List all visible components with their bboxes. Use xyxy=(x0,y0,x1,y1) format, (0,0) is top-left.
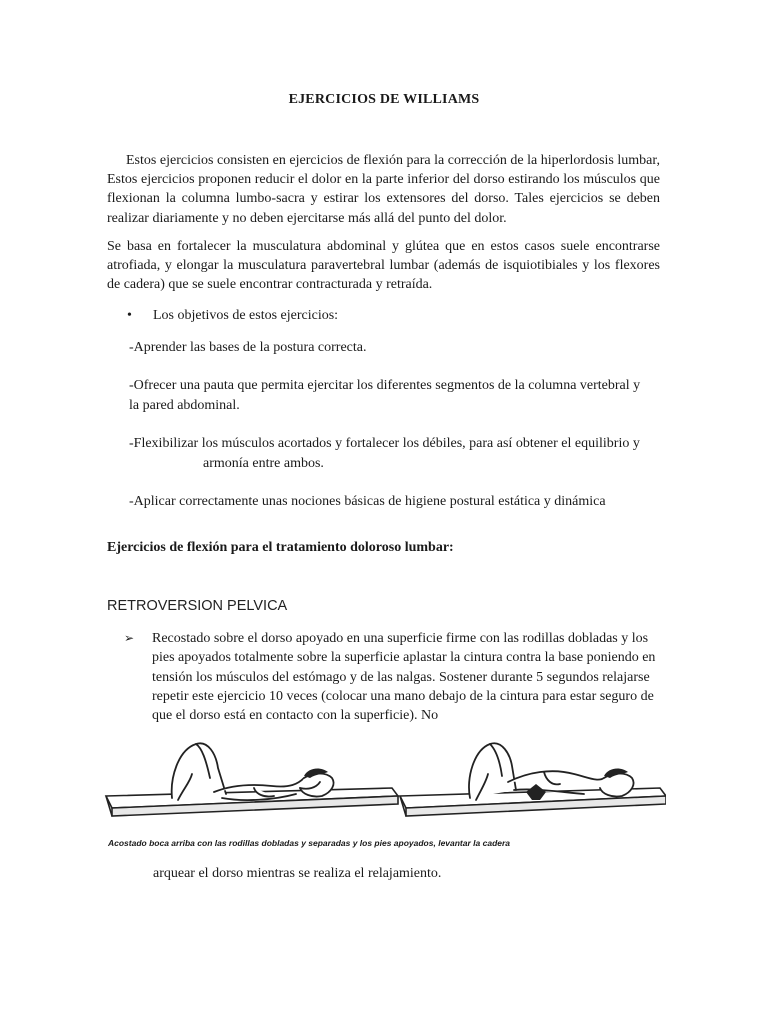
objective-item-part: armonía entre ambos. xyxy=(203,455,324,471)
exercise-mat-left xyxy=(106,788,398,816)
page-title: EJERCICIOS DE WILLIAMS xyxy=(288,92,480,107)
exercise-title: RETROVERSION PELVICA xyxy=(107,598,288,614)
bullet-icon: • xyxy=(127,308,132,323)
section-subheading: Ejercicios de flexión para el tratamiento doloroso lumbar: xyxy=(107,540,454,555)
objective-item: -Ofrecer una pauta que permita ejercitar los diferentes segmentos de la columna vertebral y la pared abdominal. xyxy=(129,378,641,413)
objectives-heading: Los objetivos de estos ejercicios: xyxy=(153,308,339,323)
exercise-illustration xyxy=(104,738,666,830)
objective-item: -Aplicar correctamente unas nociones básicas de higiene postural estática y dinámica xyxy=(129,494,606,509)
figure-caption: Acostado boca arriba con las rodillas dobladas y separadas y los pies apoyados, levantar la cadera xyxy=(108,838,511,848)
objective-item: -Aprender las bases de la postura correcta. xyxy=(129,340,367,355)
exercise-text: Recostado sobre el dorso apoyado en una superficie firme con las rodillas dobladas y los pies apoyados totalmente sobre la superficie aplastar la cintura contra la base poniendo en tensión los músculos del estómago y de las nalgas. Sostener durante 5 segundos relajarse repetir este ejercicio 10 veces (colocar una mano debajo de la cintura para estar seguro de que el dorso está en contacto con la superficie). No xyxy=(152,631,656,724)
exercise-text-continuation: arquear el dorso mientras se realiza el relajamiento. xyxy=(153,866,442,881)
basis-paragraph: Se basa en fortalecer la musculatura abdominal y glútea que en estos casos suele encontrarse atrofiada, y elongar la musculatura paravertebral lumbar (además de isquiotibiales y los flexores de cadera) que se suele encontrar contracturada y retraída. xyxy=(107,239,660,293)
objective-item xyxy=(129,434,649,473)
arrow-bullet-icon: ➢ xyxy=(124,631,135,645)
objective-item-part: -Flexibilizar los músculos acortados y fortalecer los débiles, para así obtener el equilibrio y xyxy=(129,436,640,451)
intro-paragraph: Estos ejercicios consisten en ejercicios de flexión para la corrección de la hiperlordosis lumbar, Estos ejercicios proponen reducir el dolor en la parte inferior del dorso estirando los músculos que flexionan la columna lumbo-sacra y estirar los extensores del dorso. Tales ejercicios se deben realizar diariamente y no deben ejercitarse más allá del punto del dolor. xyxy=(107,153,660,226)
